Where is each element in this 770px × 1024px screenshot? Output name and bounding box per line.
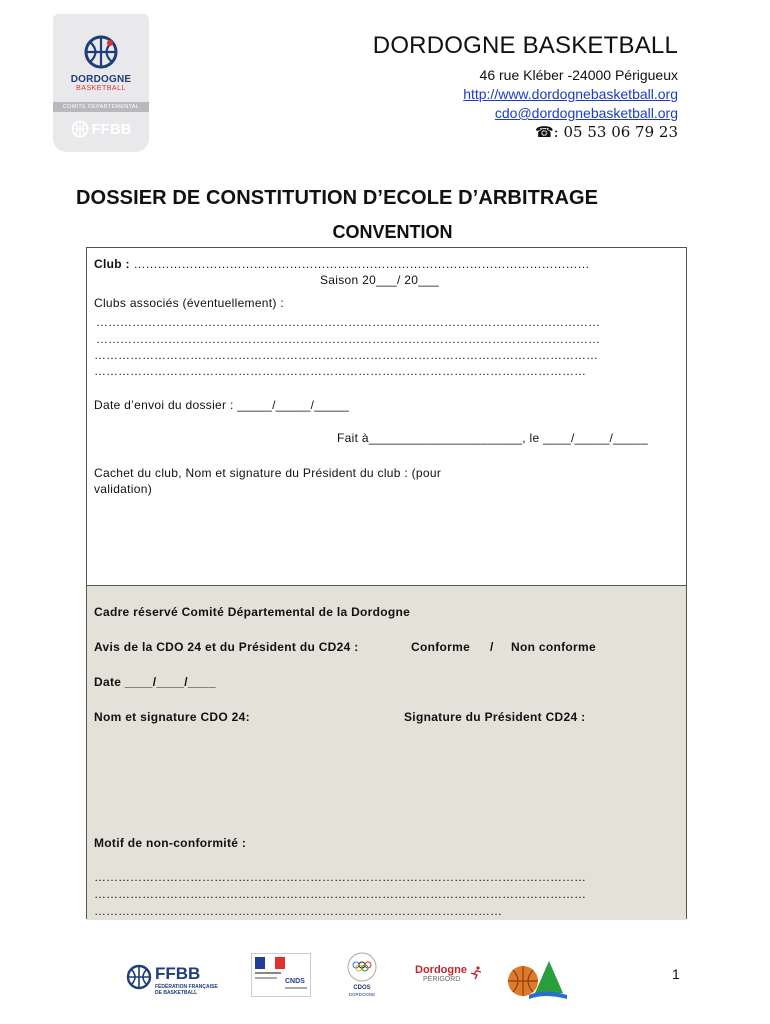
cdos-text: CDOS: [353, 985, 371, 991]
telephone-icon: ☎: [534, 123, 554, 141]
ministere-cnds-logo: [251, 953, 311, 997]
logo-ffbb-text: FFBB: [91, 120, 132, 138]
perigord-text: PÉRIGORD: [423, 976, 461, 983]
ffbb-footer-text: FFBB: [155, 964, 201, 983]
conforme-option[interactable]: Conforme: [411, 640, 471, 654]
reserved-date-field[interactable]: Date ____/____/____: [94, 675, 216, 689]
clubs-associes-line-3[interactable]: ………………………………………………………………………………………………………………: [94, 348, 598, 362]
logo-name: DORDOGNE: [70, 74, 132, 85]
clubs-associes-label: Clubs associés (éventuellement) :: [94, 296, 284, 310]
logo-sub: BASKETBALL: [76, 85, 126, 92]
ffbb-ball-icon: [71, 120, 89, 138]
cachet-label-1: Cachet du club, Nom et signature du Président du club : (pour: [94, 466, 442, 480]
dordogne-text: Dordogne: [415, 964, 467, 976]
document-title: DOSSIER DE CONSTITUTION D’ECOLE D’ARBITRAGE: [76, 187, 599, 209]
basketball-mountain-icon: [505, 955, 571, 1001]
clubs-associes-line-1[interactable]: ………………………………………………………………………………………………………………: [96, 315, 600, 329]
signature-president-label: Signature du Président CD24 :: [404, 710, 586, 724]
motif-line-3[interactable]: …………………………………………………………………………………………: [94, 904, 502, 918]
logo-ffbb: [71, 120, 132, 138]
cdos-sub: DORDOGNE: [348, 992, 376, 997]
sport-association-logo: [505, 955, 571, 1001]
cdos-logo: [343, 952, 381, 998]
ffbb-footer-sub: [155, 984, 218, 996]
page-number: 1: [672, 966, 680, 982]
cnds-text: CNDS: [285, 978, 305, 985]
basketball-icon: [83, 34, 119, 70]
email-link[interactable]: cdo@dordognebasketball.org: [494, 105, 678, 121]
ffbb-sub-2: DE BASKETBALL: [155, 990, 198, 996]
club-field[interactable]: [94, 257, 589, 271]
website-link[interactable]: http://www.dordognebasketball.org: [463, 86, 678, 102]
option-separator: /: [490, 640, 494, 654]
phone-number: : 05 53 06 79 23: [553, 123, 678, 141]
ffbb-sub-1: FÉDÉRATION FRANÇAISE: [155, 984, 218, 990]
document-subtitle: CONVENTION: [332, 222, 453, 242]
org-name: DORDOGNE BASKETBALL: [372, 32, 678, 59]
reserved-section: [87, 585, 686, 920]
french-flag-icon: [255, 957, 285, 969]
club-dots: ……………………………………………………………………………………………………: [133, 257, 590, 271]
cachet-label-2: validation): [94, 482, 152, 496]
nom-signature-cdo-label: Nom et signature CDO 24:: [94, 710, 250, 724]
ffbb-ball-icon: [126, 964, 152, 990]
motif-line-1[interactable]: ……………………………………………………………………………………………………………: [94, 870, 586, 884]
olympic-rings-icon: [343, 952, 381, 984]
clubs-associes-line-4[interactable]: ……………………………………………………………………………………………………………: [94, 364, 586, 378]
runner-icon: [470, 966, 482, 980]
saison-field[interactable]: Saison 20___/ 20___: [320, 273, 440, 287]
reserved-heading: Cadre réservé Comité Départemental de la Dordogne: [94, 605, 411, 619]
form-box: [86, 247, 687, 919]
ffbb-footer-logo: [126, 962, 222, 1000]
date-envoi-field[interactable]: Date d’envoi du dossier : _____/_____/_____: [94, 398, 350, 412]
address: 46 rue Kléber -24000 Périgueux: [479, 67, 678, 83]
fait-a-field[interactable]: Fait à______________________, le ____/_____/_____: [337, 431, 648, 445]
non-conforme-option[interactable]: Non conforme: [511, 640, 596, 654]
motif-label: Motif de non-conformité :: [94, 836, 247, 850]
club-label: Club :: [94, 257, 130, 271]
logo-comite: COMITÉ DÉPARTEMENTAL: [53, 102, 149, 112]
avis-label: Avis de la CDO 24 et du Président du CD24 :: [94, 640, 359, 654]
clubs-associes-line-2[interactable]: ………………………………………………………………………………………………………………: [96, 332, 600, 346]
phone-line: [373, 123, 678, 142]
dordogne-perigord-logo: [415, 964, 481, 994]
motif-line-2[interactable]: ……………………………………………………………………………………………………………: [94, 887, 586, 901]
dordogne-basketball-logo: [53, 14, 149, 152]
club-section: [87, 248, 686, 585]
letterhead: [373, 32, 678, 142]
